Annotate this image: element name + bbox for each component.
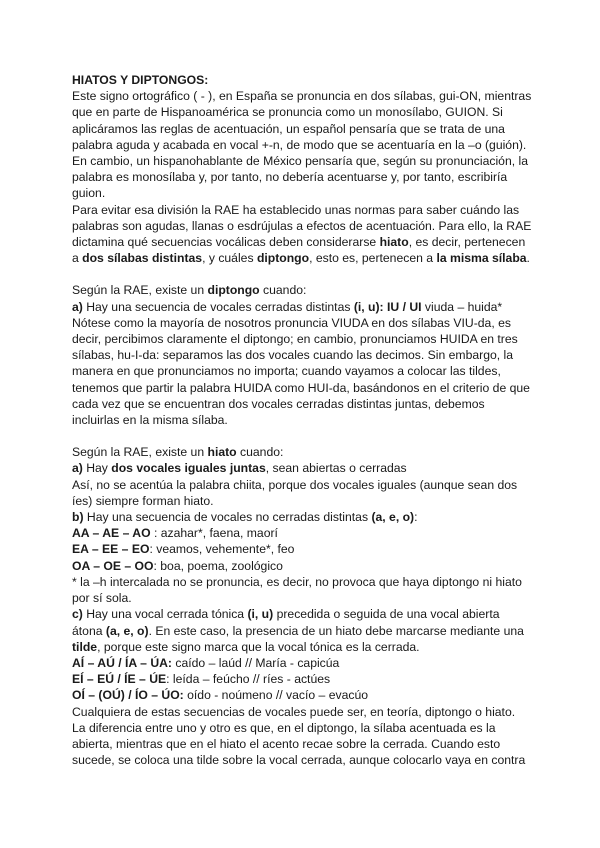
hiato-b-line-3-bold: OA – OE – OO: [72, 558, 154, 573]
hiato-c-text-2: precedida o seguida de una vocal abierta átona: [72, 607, 500, 638]
rae-bold-dos-silabas: dos sílabas distintas: [82, 251, 203, 266]
hiato-b-line-1-bold: AA – AE – AO: [72, 526, 151, 541]
hiato-intro-text: Según la RAE, existe un: [72, 445, 208, 460]
diptongo-intro-text-2: cuando:: [259, 283, 307, 298]
hiato-c-line-1-text: caído – laúd // María - capicúa: [172, 655, 340, 670]
hiato-rule-b: [72, 509, 532, 525]
hiato-intro: [72, 444, 532, 460]
hiato-b-text-2: :: [414, 510, 418, 525]
hiato-c-line-1-bold: AÍ – AÚ / ÍA – ÚA:: [72, 655, 172, 670]
document-page: [72, 72, 532, 768]
hiato-c-line-2: [72, 671, 532, 687]
hiato-a-label: a): [72, 461, 83, 476]
spacer: [72, 428, 532, 444]
hiato-b-text: Hay una secuencia de vocales no cerradas distintas: [83, 510, 372, 525]
rae-text-2: , es decir, pertenecen a: [72, 235, 526, 266]
diptongo-intro-text: Según la RAE, existe un: [72, 283, 208, 298]
hiato-intro-text-2: cuando:: [236, 445, 284, 460]
hiato-b-line-1: [72, 525, 532, 541]
hiato-b-line-1-text: : azahar*, faena, maorí: [150, 526, 278, 541]
rae-bold-misma-silaba: la misma sílaba: [436, 251, 527, 266]
hiato-b-line-2-text: : veamos, vehemente*, feo: [149, 542, 295, 557]
diptongo-a-label: a): [72, 299, 83, 314]
hiato-rule-c: [72, 606, 532, 655]
diptongo-a-text: Hay una secuencia de vocales cerradas distintas: [82, 299, 354, 314]
hiato-c-bold-2: (a, e, o): [105, 623, 149, 638]
diptongo-intro: [72, 282, 532, 298]
hiato-c-text-4: , porque este signo marca que la vocal tónica es la cerrada.: [97, 639, 420, 654]
hiato-a-note: Así, no se acentúa la palabra chiita, porque dos vocales iguales (aunque sean dos íes) siempre forman hiato.: [72, 477, 518, 508]
rae-text-1: Para evitar esa división la RAE ha establecido unas normas para saber cuándo las palabras son agudas, llanas o esdrújulas a efectos de acentuación. Para ello, la RAE dictamina qué secuencias vocálicas deben considerarse: [72, 202, 532, 250]
closing-paragraph: Cualquiera de estas secuencias de vocales puede ser, en teoría, diptongo o hiato. La diferencia entre uno y otro es que, en el diptongo, la sílaba acentuada es la abierta, mientras que en el hiato el acento recae sobre la cerrada. Cuando esto sucede, se coloca una tilde sobre la vocal cerrada, aunque colocarlo vaya en contra: [72, 704, 526, 768]
hiato-c-line-1: [72, 655, 532, 671]
hiato-c-line-2-text: : leída – feúcho // ríes - actúes: [166, 672, 331, 687]
spacer: [72, 266, 532, 282]
rae-text-4: , esto es, pertenecen a: [309, 251, 437, 266]
diptongo-note: Nótese como la mayoría de nosotros pronuncia VIUDA en dos sílabas VIU-da, es decir, percibimos claramente el diptongo; en cambio, pronunciamos HUIDA en tres sílabas, hu-I-da: separamos las dos vocales cuando las decimos. Sin embargo, la manera en que pronunciamos no importa; cuando vayamos a colocar las tildes, tenemos que partir la palabra HUIDA como HUI-da, basándonos en el criterio de que cada vez que se encuentran dos vocales cerradas distintas juntas, debemos incluirlas en la misma sílaba.: [72, 315, 530, 428]
hiato-b-line-3-text: : boa, poema, zoológico: [153, 558, 283, 573]
hiato-b-line-2-bold: EA – EE – EO: [72, 542, 150, 557]
document-title: HIATOS Y DIPTONGOS:: [72, 73, 209, 87]
hiato-c-line-3: [72, 687, 532, 703]
hiato-b-bold: (a, e, o): [371, 510, 415, 525]
diptongo-intro-bold: diptongo: [207, 283, 260, 298]
hiato-b-line-3: [72, 558, 532, 574]
hiato-a-text: Hay: [82, 461, 112, 476]
hiato-c-line-3-text: oído - noúmeno // vacío – evacúo: [183, 688, 369, 703]
hiato-c-line-3-bold: OÍ – (OÚ) / ÍO – ÚO:: [72, 688, 184, 703]
hiato-c-text-1: Hay una vocal cerrada tónica: [82, 607, 248, 622]
hiato-intro-bold: hiato: [207, 445, 237, 460]
diptongo-a-bold: (i, u): IU / UI: [353, 299, 422, 314]
hiato-c-label: c): [72, 607, 83, 622]
hiato-c-bold-1: (i, u): [247, 607, 274, 622]
hiato-rule-a: [72, 460, 532, 476]
rae-paragraph: [72, 202, 532, 267]
hiato-c-line-2-bold: EÍ – EÚ / ÍE – ÚE: [72, 672, 167, 687]
rae-bold-diptongo: diptongo: [256, 251, 310, 266]
hiato-b-note: * la –h intercalada no se pronuncia, es decir, no provoca que haya diptongo ni hiato por sí sola.: [72, 574, 522, 606]
rae-text-3: , y cuáles: [202, 251, 257, 266]
hiato-a-bold: dos vocales iguales juntas: [111, 461, 266, 476]
rae-text-5: .: [526, 251, 530, 266]
intro-text: Este signo ortográfico ( - ), en España se pronuncia en dos sílabas, gui-ON, mientras que en parte de Hispanoamérica se pronuncia como un monosílabo, GUION. Si aplicáramos las reglas de acentuación, un español pensaría que se trata de una palabra aguda y acabada en vocal +-n, de modo que se acentuaría en la –o (guión). En cambio, un hispanohablante de México pensaría que, según su pronunciación, la palabra es monosílaba y, por tanto, no debería acentuarse y, por tanto, escribiría guion.: [72, 89, 532, 201]
hiato-a-text-2: , sean abiertas o cerradas: [265, 461, 407, 476]
diptongo-rule-a: [72, 299, 532, 315]
hiato-b-label: b): [72, 510, 84, 525]
rae-bold-hiato: hiato: [379, 235, 409, 250]
intro-paragraph: [72, 88, 532, 201]
hiato-c-text-3: . En este caso, la presencia de un hiato debe marcarse mediante una: [148, 623, 524, 638]
hiato-c-bold-3: tilde: [72, 639, 98, 654]
diptongo-a-examples: viuda – huida*: [421, 299, 503, 314]
hiato-b-line-2: [72, 541, 532, 557]
